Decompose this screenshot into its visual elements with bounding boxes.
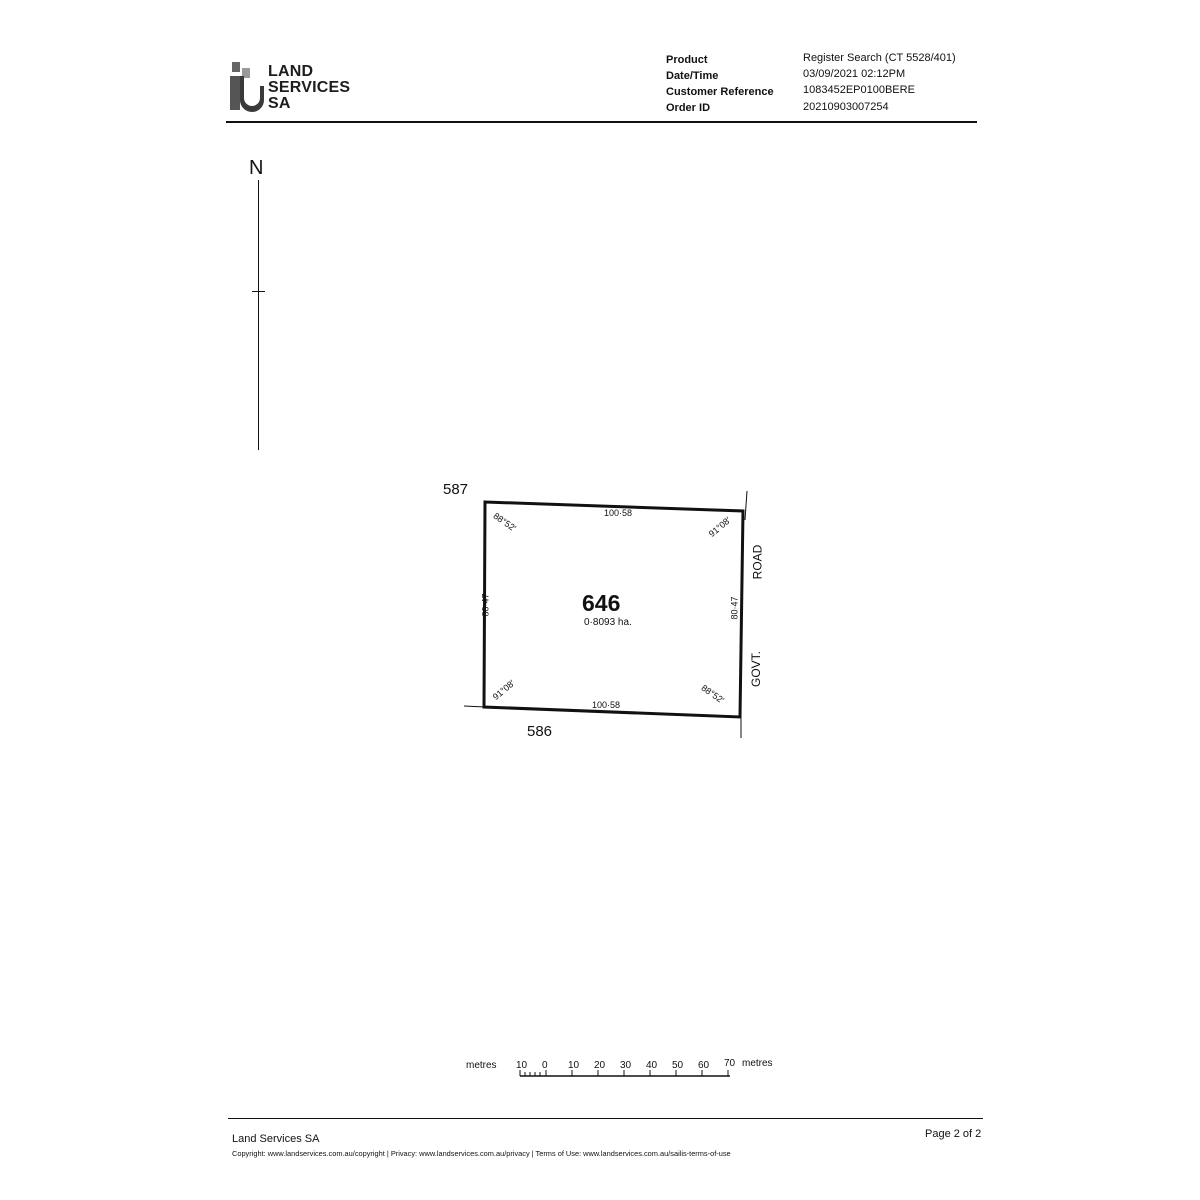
footer-divider — [228, 1118, 983, 1119]
boundary-extension-left — [464, 706, 485, 707]
header-divider — [226, 121, 977, 123]
scale-unit-left: metres — [466, 1060, 497, 1071]
angle-bottom-left: 91°08′ — [490, 678, 517, 702]
dimension-left: 80·47 — [480, 593, 491, 617]
angle-bottom-right: 88°52′ — [699, 682, 726, 706]
parcel-number: 646 — [582, 590, 621, 616]
footer-organization: Land Services SA — [232, 1133, 320, 1145]
scale-tick-60: 60 — [698, 1060, 710, 1071]
scale-tick-40: 40 — [646, 1060, 658, 1071]
logo-text-line2: SERVICES — [268, 79, 351, 96]
scale-tick-20: 20 — [594, 1060, 606, 1071]
logo-text-line3: SA — [268, 95, 291, 112]
land-services-logo — [226, 58, 356, 116]
dimension-top: 100·58 — [604, 508, 633, 518]
footer-page-number: Page 2 of 2 — [925, 1128, 982, 1140]
datetime-value: 03/09/2021 02:12PM — [803, 68, 906, 80]
parcel-area: 0·8093 ha. — [584, 617, 632, 628]
scale-tick-10-left: 10 — [516, 1060, 528, 1071]
adjacent-lot-587: 587 — [443, 481, 469, 498]
logo-text-line1: LAND — [268, 63, 314, 80]
dimension-bottom: 100·58 — [592, 700, 621, 710]
scale-tick-70: 70 — [724, 1058, 736, 1069]
road-label-road: ROAD — [750, 544, 765, 580]
road-boundary-line-top — [745, 491, 747, 520]
order-id-label: Order ID — [666, 102, 711, 114]
customer-reference-value: 1083452EP0100BERE — [803, 84, 915, 96]
road-label-govt: GOVT. — [749, 650, 764, 688]
footer-copyright: Copyright: www.landservices.com.au/copyright | Privacy: www.landservices.com.au/privacy | Terms of Use: www.landservices.com.au/sailis-terms-of-use — [232, 1149, 731, 1158]
scale-tick-0: 0 — [542, 1060, 548, 1071]
angle-top-right: 91°08′ — [706, 515, 733, 539]
north-arrow-tick — [252, 291, 265, 292]
scale-tick-10: 10 — [568, 1060, 580, 1071]
datetime-label: Date/Time — [666, 70, 719, 82]
logo-mark-icon — [226, 58, 266, 116]
customer-reference-label: Customer Reference — [666, 86, 774, 98]
adjacent-lot-586: 586 — [527, 723, 553, 740]
north-arrow-label: N — [249, 157, 264, 179]
product-label: Product — [666, 54, 708, 66]
scale-unit-right: metres — [742, 1058, 773, 1069]
north-arrow-line — [258, 180, 259, 450]
scale-tick-30: 30 — [620, 1060, 632, 1071]
order-id-value: 20210903007254 — [803, 101, 889, 113]
scale-tick-50: 50 — [672, 1060, 684, 1071]
angle-top-left: 88°52′ — [491, 510, 518, 534]
product-value: Register Search (CT 5528/401) — [803, 52, 956, 64]
dimension-right: 80·47 — [729, 596, 740, 620]
